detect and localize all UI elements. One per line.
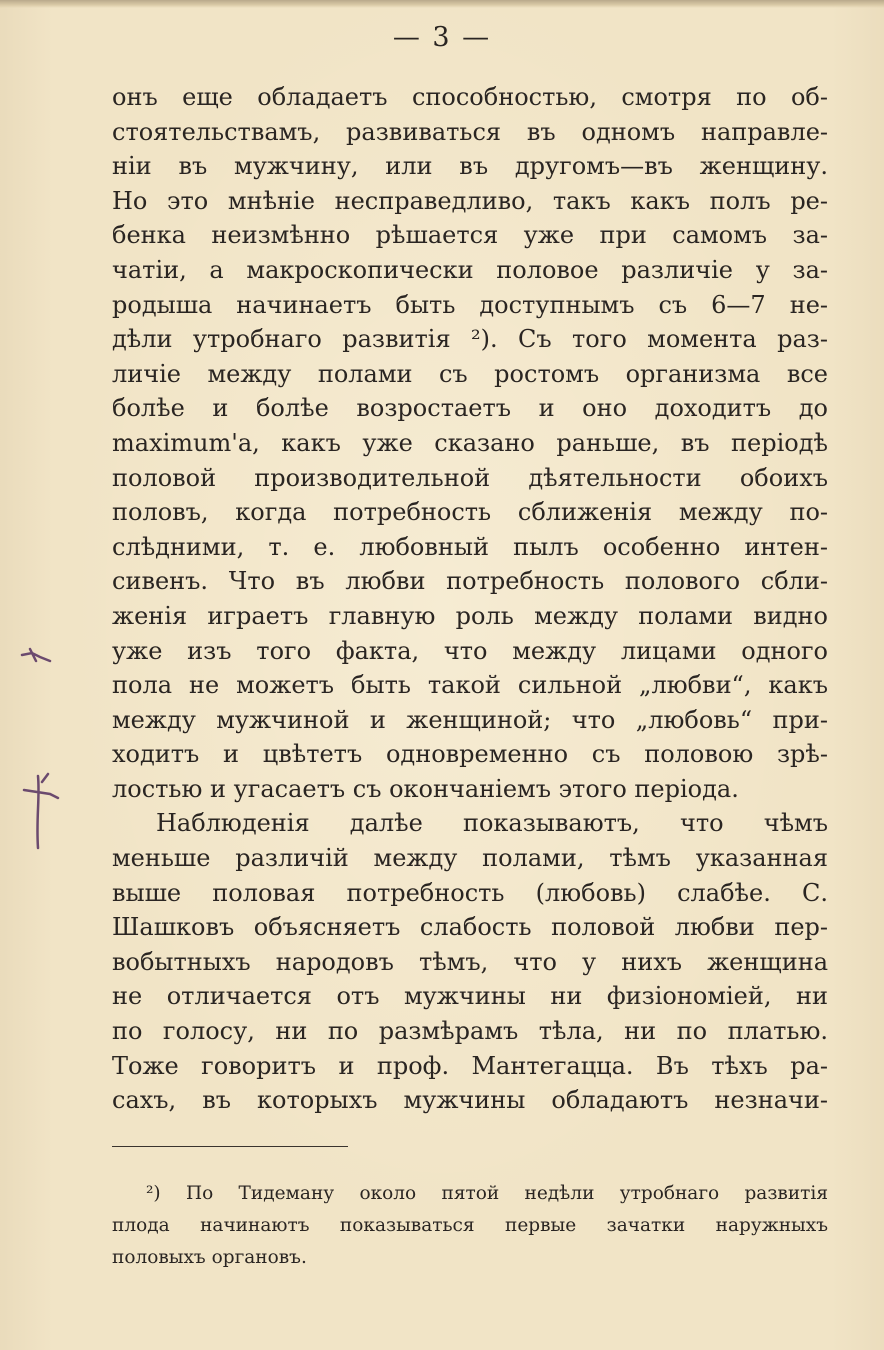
text-line: сахъ, въ которыхъ мужчины обладаютъ незначи- [112, 1086, 828, 1115]
text-line: между мужчиной и женщиной; что „любовь“ при- [112, 705, 828, 734]
footnote-divider [112, 1146, 348, 1147]
footnote-line: половыхъ органовъ. [112, 1247, 307, 1268]
text-line: онъ еще обладаетъ способностью, смотря по об- [112, 83, 828, 111]
text-line: женія играетъ главную роль между полами видно [112, 601, 828, 630]
footnote [112, 1178, 828, 1274]
text-line: болѣе и болѣе возростаетъ и оно доходитъ до [112, 394, 828, 423]
margin-pencil-mark [20, 645, 70, 669]
text-line: Шашковъ объясняетъ слабость половой любви пер- [112, 913, 828, 942]
page-number: — 3 — [392, 22, 492, 53]
page-top-edge [0, 0, 884, 8]
text-line: половъ, когда потребность сближенія между по- [112, 498, 828, 527]
text-line: чатіи, а макроскопически половое различіе у за- [112, 255, 828, 284]
footnote-line: ²) По Тидеману около пятой недѣли утробнаго развитія [146, 1183, 828, 1204]
text-line: ніи въ мужчину, или въ другомъ—въ женщину. [112, 152, 828, 181]
margin-pencil-mark [20, 768, 70, 858]
text-line: по голосу, ни по размѣрамъ тѣла, ни по платью. [112, 1017, 828, 1046]
text-line: пола не можетъ быть такой сильной „любви“, какъ [112, 671, 828, 700]
text-line: maximum'а, какъ уже сказано раньше, въ періодѣ [112, 428, 828, 457]
text-line: уже изъ того факта, что между лицами одного [112, 636, 828, 665]
text-line: дѣли утробнаго развитія ²). Съ того момента раз- [112, 325, 828, 354]
text-line: Наблюденія далѣе показываютъ, что чѣмъ [156, 809, 828, 838]
text-line: вобытныхъ народовъ тѣмъ, что у нихъ женщина [112, 947, 828, 976]
text-line: родыша начинаетъ быть доступнымъ съ 6—7 не- [112, 290, 828, 319]
text-line: меньше различій между полами, тѣмъ указанная [112, 844, 828, 873]
text-line: ходитъ и цвѣтетъ одновременно съ половою зрѣ- [112, 740, 828, 769]
body-text [112, 80, 828, 1118]
text-line: Но это мнѣніе несправедливо, такъ какъ полъ ре- [112, 186, 828, 215]
text-line: слѣдними, т. е. любовный пылъ особенно интен- [112, 532, 828, 561]
text-line: половой производительной дѣятельности обоихъ [112, 463, 828, 492]
text-line: стоятельствамъ, развиваться въ одномъ направле- [112, 117, 828, 146]
text-line: не отличается отъ мужчины ни физіономіей, ни [112, 982, 828, 1011]
footnote-line: плода начинаютъ показываться первые зачатки наружныхъ [112, 1215, 828, 1236]
text-line: Тоже говоритъ и проф. Мантегацца. Въ тѣхъ ра- [112, 1051, 828, 1080]
text-line: бенка неизмѣнно рѣшается уже при самомъ за- [112, 221, 828, 250]
text-line: личіе между полами съ ростомъ организма все [112, 359, 828, 388]
text-line: лостью и угасаетъ съ окончаніемъ этого періода. [112, 774, 739, 803]
text-line: сивенъ. Что въ любви потребность полового сбли- [112, 567, 828, 596]
text-line: выше половая потребность (любовь) слабѣе. С. [112, 878, 828, 907]
